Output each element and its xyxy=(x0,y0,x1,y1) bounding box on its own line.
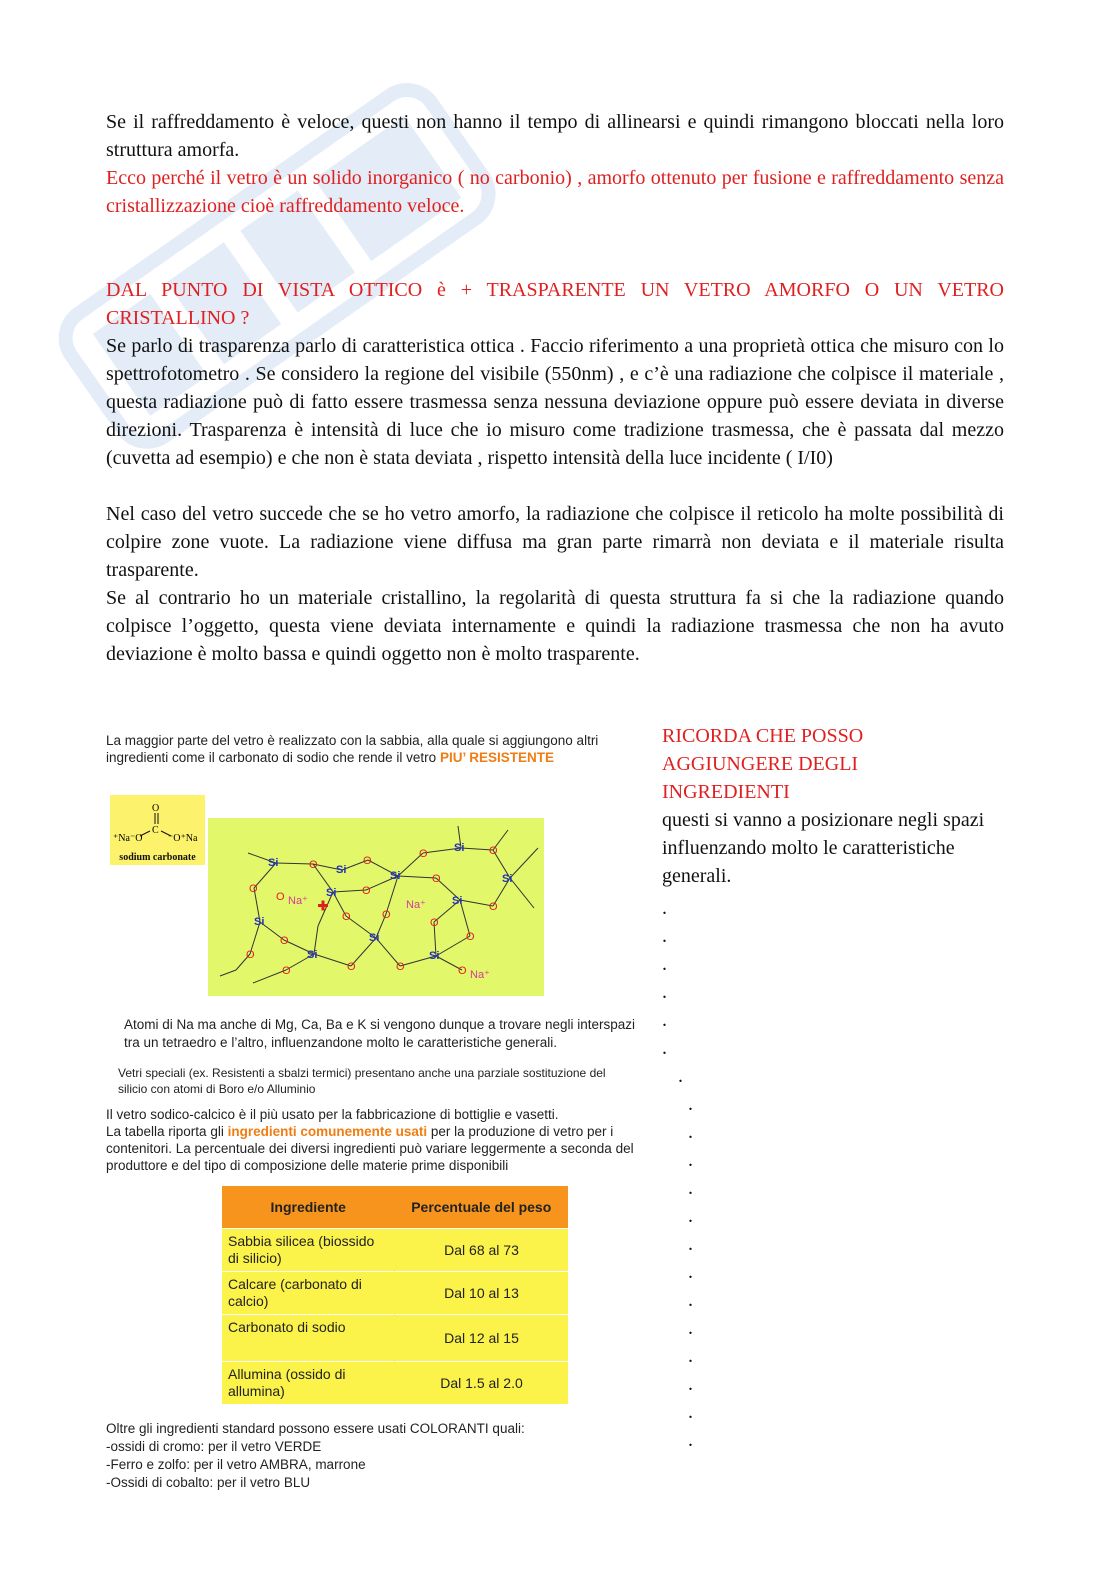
ingredients-table xyxy=(222,1186,568,1404)
svg-text:⁻O⁺Na: ⁻O⁺Na xyxy=(168,833,198,844)
dot: . xyxy=(688,1093,693,1115)
colorants-title: Oltre gli ingredienti standard possono essere usati COLORANTI quali: xyxy=(106,1421,525,1436)
svg-text:Si: Si xyxy=(502,873,513,885)
svg-text:Si: Si xyxy=(429,950,440,962)
sodium-carbonate-structure xyxy=(110,795,205,847)
dot: . xyxy=(678,1065,683,1087)
special-glass-text: Vetri speciali (ex. Resistenti a sbalzi termici) presentano anche una parziale sostituzione del silicio con atomi di Boro e/o Alluminio xyxy=(118,1066,606,1096)
table-row xyxy=(222,1315,568,1362)
table-cell-value: Dal 10 al 13 xyxy=(395,1272,569,1315)
svg-text:Na⁺: Na⁺ xyxy=(288,895,308,907)
dot: . xyxy=(688,1205,693,1227)
svg-text:O: O xyxy=(347,961,356,973)
table-cell-value: Dal 12 al 15 xyxy=(395,1315,569,1362)
list-item: -Ferro e zolfo: per il vetro AMBRA, marrone xyxy=(106,1457,366,1472)
dot: . xyxy=(688,1121,693,1143)
svg-text:O: O xyxy=(432,873,441,885)
table-cell-value: Dal 68 al 73 xyxy=(395,1229,569,1272)
table-cell-ingredient: Carbonato di sodio xyxy=(222,1315,395,1362)
dot: . xyxy=(688,1317,693,1339)
svg-text:Si: Si xyxy=(369,932,380,944)
dot: . xyxy=(688,1345,693,1367)
table-cell-ingredient: Allumina (ossido di allumina) xyxy=(222,1362,395,1405)
silicate-lattice-diagram xyxy=(208,818,544,996)
sidebar-note xyxy=(662,722,1022,890)
svg-text:O: O xyxy=(363,855,372,867)
table-row xyxy=(222,1229,568,1272)
svg-text:Si: Si xyxy=(326,887,337,899)
svg-text:O: O xyxy=(396,961,405,973)
svg-text:O: O xyxy=(362,885,371,897)
svg-text:O: O xyxy=(419,848,428,860)
svg-text:Na⁺: Na⁺ xyxy=(470,969,490,981)
svg-text:C: C xyxy=(152,825,159,836)
section-heading-optics: DAL PUNTO DI VISTA OTTICO è + TRASPARENTE UN VETRO AMORFO O UN VETRO CRISTALLINO ? xyxy=(106,279,1004,329)
paragraph-amorphous: Nel caso del vetro succede che se ho vetro amorfo, la radiazione che colpisce il reticolo ha molte possibilità di colpire zone vuote. La radiazione viene diffusa ma gran parte rimarrà non deviata e il materiale risulta trasparente. xyxy=(106,503,1004,581)
table-header-percentage: Percentuale del peso xyxy=(395,1186,569,1229)
svg-text:O: O xyxy=(466,931,475,943)
list-item: -ossidi di cromo: per il vetro VERDE xyxy=(106,1439,322,1454)
dot: . xyxy=(662,1037,667,1059)
dot: . xyxy=(662,981,667,1003)
paragraph-crystalline: Se al contrario ho un materiale cristallino, la regolarità di questa struttura fa si che la radiazione quando colpisce l’oggetto, questa viene deviata internamente e quindi la radiazione trasmessa che non ha avuto deviazione è molto bassa e quindi oggetto non è molto trasparente. xyxy=(106,587,1004,665)
intro-text: La maggior parte del vetro è realizzato con la sabbia, alla quale si aggiungono altri ingredienti come il carbonato di sodio che rende il vetro PIU’ RESISTENTE xyxy=(106,733,599,765)
soda-lime-text xyxy=(106,1106,666,1174)
svg-text:O: O xyxy=(280,935,289,947)
svg-text:O: O xyxy=(309,859,318,871)
atoms-text: Atomi di Na ma anche di Mg, Ca, Ba e K si vengono dunque a trovare negli interspazi tra un tetraedro e l’altro, influenzandone molto le caratteristiche generali. xyxy=(124,1017,636,1050)
table-row xyxy=(222,1362,568,1405)
svg-text:Si: Si xyxy=(336,864,347,876)
svg-text:O: O xyxy=(430,917,439,929)
paragraph-cooling: Se il raffreddamento è veloce, questi non hanno il tempo di allinearsi e quindi rimangono bloccati nella loro struttura amorfa. xyxy=(106,111,1004,161)
svg-text:Si: Si xyxy=(452,895,463,907)
colorants-list xyxy=(106,1420,666,1492)
svg-text:O: O xyxy=(342,911,351,923)
dot: . xyxy=(688,1177,693,1199)
sodium-carbonate-box xyxy=(110,795,205,865)
sidebar-title: RICORDA CHE POSSO AGGIUNGERE DEGLI INGREDIENTI xyxy=(662,725,864,803)
dot: . xyxy=(688,1149,693,1171)
paragraph-transparency: Se parlo di trasparenza parlo di caratteristica ottica . Faccio riferimento a una proprietà ottica che misuro con lo spettrofotometro . Se considero la regione del visibile (550nm) , e c’è una radiazione che colpisce il materiale , questa radiazione può di fatto essere trasmessa senza nessuna deviazione oppure può essere deviata in diverse direzioni. Trasparenza è intensità di luce che io misuro come tradizione trasmessa, che è passata dal mezzo (cuvetta ad esempio) e che non è stata deviata , rispetto intensità della luce incidente ( I/I0) xyxy=(106,335,1004,469)
dot: . xyxy=(688,1261,693,1283)
dot: . xyxy=(688,1429,693,1451)
table-header-ingredient: Ingrediente xyxy=(222,1186,395,1229)
table-cell-ingredient: Calcare (carbonato di calcio) xyxy=(222,1272,395,1315)
table-cell-ingredient: Sabbia silicea (biossido di silicio) xyxy=(222,1229,395,1272)
dot: . xyxy=(662,953,667,975)
dot: . xyxy=(662,925,667,947)
svg-text:Si: Si xyxy=(390,870,401,882)
svg-text:O: O xyxy=(489,845,498,857)
svg-text:O: O xyxy=(249,883,258,895)
dot: . xyxy=(688,1233,693,1255)
dot: . xyxy=(662,897,667,919)
svg-text:O: O xyxy=(246,949,255,961)
svg-text:Si: Si xyxy=(254,916,265,928)
svg-text:O: O xyxy=(382,909,391,921)
svg-text:Si: Si xyxy=(454,842,465,854)
table-cell-value: Dal 1.5 al 2.0 xyxy=(395,1362,569,1405)
svg-text:Si: Si xyxy=(268,857,279,869)
svg-text:O: O xyxy=(489,901,498,913)
dot: . xyxy=(688,1289,693,1311)
svg-text:Si: Si xyxy=(307,949,318,961)
paragraph-glass-definition: Ecco perché il vetro è un solido inorganico ( no carbonio) , amorfo ottenuto per fusione e raffreddamento senza cristallizzazione cioè raffreddamento veloce. xyxy=(106,167,1004,217)
svg-text:O: O xyxy=(282,965,291,977)
soda-lime-line1: Il vetro sodico-calcico è il più usato per la fabbricazione di bottiglie e vasetti. xyxy=(106,1107,559,1122)
list-item: -Ossidi di cobalto: per il vetro BLU xyxy=(106,1475,311,1490)
soda-lime-paragraph: La tabella riporta gli ingredienti comunemente usati per la produzione di vetro per i contenitori. La percentuale dei diversi ingredienti può variare leggermente a seconda del produttore e del tipo di composizione delle materie prime disponibili xyxy=(106,1124,634,1173)
table-row xyxy=(222,1272,568,1315)
svg-text:O: O xyxy=(458,965,467,977)
svg-text:⁺Na⁻O: ⁺Na⁻O xyxy=(113,833,143,844)
svg-text:Na⁺: Na⁺ xyxy=(406,899,426,911)
svg-text:O: O xyxy=(152,803,160,814)
dot: . xyxy=(688,1373,693,1395)
sidebar-body: questi si vanno a posizionare negli spazi influenzando molto le caratteristiche generali. xyxy=(662,809,985,887)
dot: . xyxy=(662,1009,667,1031)
dot: . xyxy=(688,1401,693,1423)
sodium-carbonate-label: sodium carbonate xyxy=(119,852,196,863)
svg-text:O: O xyxy=(276,891,285,903)
